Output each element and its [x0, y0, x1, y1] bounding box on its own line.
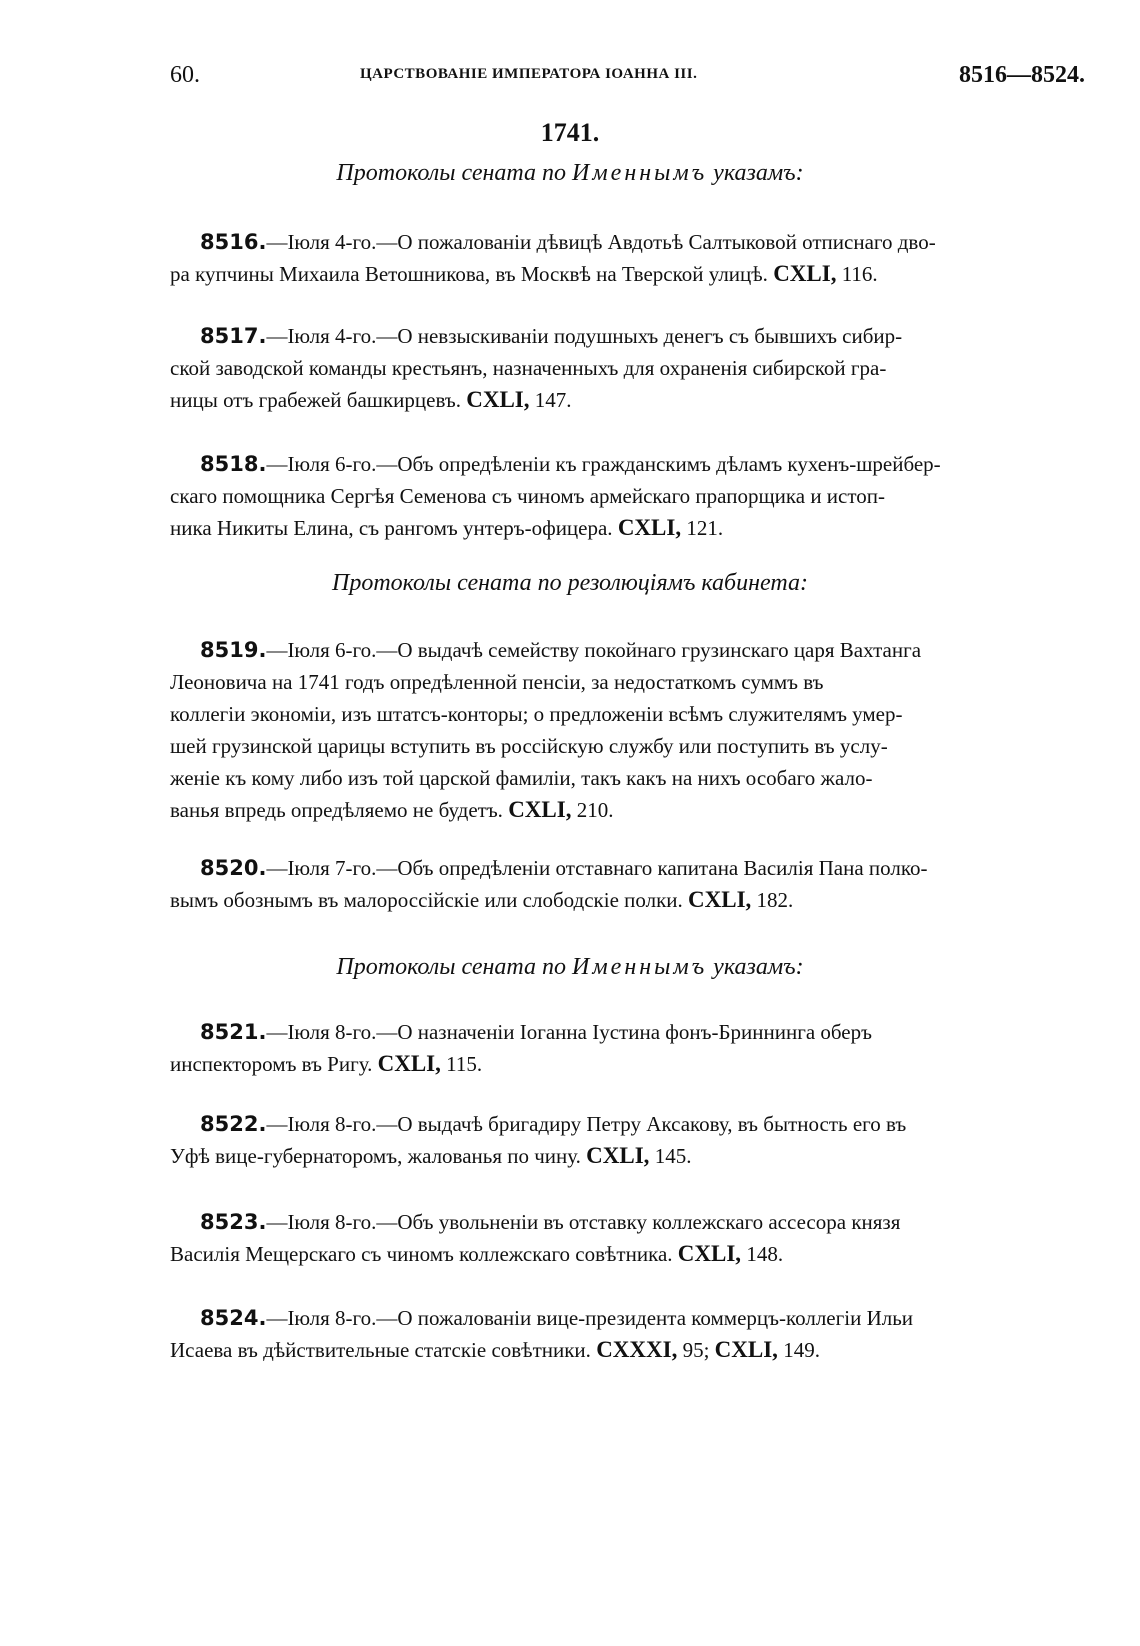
entry-text: —Іюля 4-го.—О пожалованіи дѣвицѣ Авдотьѣ Салтыковой отписнаго дво- — [266, 230, 936, 254]
entry-text: —Іюля 7-го.—Объ опредѣленіи отставнаго капитана Василія Пана полко- — [266, 856, 928, 880]
source-page: 145. — [649, 1144, 692, 1168]
source-page-2: 149. — [777, 1338, 820, 1362]
entry-number: 8516. — [200, 230, 267, 254]
entry-line — [170, 226, 1085, 258]
entry-line — [170, 1108, 1085, 1140]
entry-line — [170, 1334, 1085, 1366]
running-title: ЦАРСТВОВАНІЕ ИМПЕРАТОРА ІОАННА III. — [360, 66, 698, 82]
entry-text: Уфѣ вице-губернаторомъ, жалованья по чину. — [170, 1144, 581, 1168]
source-page: 116. — [836, 262, 878, 286]
entry-8518 — [170, 448, 1085, 544]
entry-line — [170, 352, 1085, 384]
source-page: 182. — [751, 888, 794, 912]
entry-text: —Іюля 8-го.—Объ увольненіи въ отставку коллежскаго ассесора князя — [266, 1210, 901, 1234]
section-heading-text: указамъ: — [707, 954, 804, 980]
source-page: 121. — [681, 516, 724, 540]
section-heading-emphasis: Именнымъ — [572, 160, 708, 186]
entry-line — [170, 1238, 1085, 1270]
source-volume-2: CXLI, — [714, 1337, 778, 1362]
source-page: 210. — [571, 798, 614, 822]
entry-line — [170, 884, 1085, 916]
entry-8520 — [170, 852, 1085, 916]
entry-line — [170, 698, 1085, 730]
entry-text: ра купчины Михаила Ветошникова, въ Москвѣ на Тверской улицѣ. — [170, 262, 768, 286]
entry-text: Исаева въ дѣйствительные статскіе совѣтники. — [170, 1338, 591, 1362]
entry-text: женіе къ кому либо изъ той царской фамиліи, такъ какъ на нихъ особаго жало- — [170, 766, 873, 790]
entry-line — [170, 666, 1085, 698]
section-heading-nominal-decrees-2 — [0, 954, 1140, 981]
source-volume: CXLI, — [688, 887, 752, 912]
entry-line — [170, 1206, 1085, 1238]
entry-text: Леоновича на 1741 годъ опредѣленной пенсіи, за недостаткомъ суммъ въ — [170, 670, 824, 694]
entry-line — [170, 762, 1085, 794]
entry-number: 8521. — [200, 1020, 267, 1044]
entry-text: ванья впредь опредѣляемо не будетъ. — [170, 798, 503, 822]
entry-text: инспекторомъ въ Ригу. — [170, 1052, 373, 1076]
entry-line — [170, 794, 1085, 826]
entry-8522 — [170, 1108, 1085, 1172]
entry-line — [170, 320, 1085, 352]
page-number: 60. — [170, 62, 200, 88]
entry-text: коллегіи экономіи, изъ штатсъ-конторы; о предложеніи всѣмъ служителямъ умер- — [170, 702, 903, 726]
source-page: 115. — [440, 1052, 483, 1076]
entry-number: 8522. — [200, 1112, 267, 1136]
entry-number: 8517. — [200, 324, 267, 348]
entry-line — [170, 384, 1085, 416]
source-page: 148. — [741, 1242, 784, 1266]
entry-line — [170, 1140, 1085, 1172]
entry-text: ника Никиты Елина, съ рангомъ унтеръ-офицера. — [170, 516, 613, 540]
entry-text: —Іюля 4-го.—О невзыскиваніи подушныхъ денегъ съ бывшихъ сибир- — [266, 324, 903, 348]
source-volume: CXLI, — [508, 797, 572, 822]
entry-line — [170, 448, 1085, 480]
entry-8524 — [170, 1302, 1085, 1366]
entry-text: —Іюля 8-го.—О выдачѣ бригадиру Петру Аксакову, въ бытность его въ — [266, 1112, 907, 1136]
entry-text: вымъ обознымъ въ малороссійскіе или слободскіе полки. — [170, 888, 683, 912]
entry-text: Василія Мещерскаго съ чиномъ коллежскаго совѣтника. — [170, 1242, 673, 1266]
section-heading-emphasis: Именнымъ — [572, 954, 708, 980]
entry-number: 8519. — [200, 638, 267, 662]
entry-number: 8518. — [200, 452, 267, 476]
entry-number: 8524. — [200, 1306, 267, 1330]
entry-8523 — [170, 1206, 1085, 1270]
source-page: 95; — [677, 1338, 710, 1362]
entry-line — [170, 1016, 1085, 1048]
entry-line — [170, 1302, 1085, 1334]
entry-text: ницы отъ грабежей башкирцевъ. — [170, 388, 461, 412]
entry-line — [170, 480, 1085, 512]
entry-8521 — [170, 1016, 1085, 1080]
section-heading-text: Протоколы сената по — [336, 954, 573, 980]
entry-8517 — [170, 320, 1085, 416]
source-page: 147. — [529, 388, 572, 412]
source-volume: CXLI, — [586, 1143, 650, 1168]
running-header — [170, 62, 1085, 92]
entry-line — [170, 634, 1085, 666]
year-heading: 1741. — [540, 118, 600, 147]
entry-range: 8516—8524. — [959, 62, 1085, 88]
entry-number: 8520. — [200, 856, 267, 880]
entry-line — [170, 258, 1085, 290]
entry-number: 8523. — [200, 1210, 267, 1234]
entry-text: шей грузинской царицы вступить въ россійскую службу или поступить въ услу- — [170, 734, 888, 758]
entry-text: —Іюля 8-го.—О назначеніи Іоганна Іустина фонъ-Бриннинга оберъ — [266, 1020, 872, 1044]
entry-text: —Іюля 6-го.—Объ опредѣленіи къ гражданскимъ дѣламъ кухенъ-шрейбер- — [266, 452, 941, 476]
section-heading-nominal-decrees — [0, 160, 1140, 187]
entry-8516 — [170, 226, 1085, 290]
entry-text: скаго помощника Сергѣя Семенова съ чиномъ армейскаго прапорщика и истоп- — [170, 484, 885, 508]
section-heading-text: Протоколы сената по — [336, 160, 573, 186]
entry-line — [170, 1048, 1085, 1080]
source-volume: CXXXI, — [596, 1337, 678, 1362]
section-heading-cabinet-resolutions — [0, 570, 1140, 597]
entry-8519 — [170, 634, 1085, 826]
source-volume: CXLI, — [617, 515, 682, 540]
entry-text: —Іюля 8-го.—О пожалованіи вице-президента коммерцъ-коллегіи Ильи — [266, 1306, 914, 1330]
section-heading-text: указамъ: — [707, 160, 804, 186]
source-volume: CXLI, — [377, 1051, 441, 1076]
entry-text: ской заводской команды крестьянъ, назначенныхъ для охраненія сибирской гра- — [170, 356, 887, 380]
section-heading-text: Протоколы сената по резолюціямъ кабинета: — [332, 570, 808, 596]
entry-line — [170, 852, 1085, 884]
source-volume: CXLI, — [677, 1241, 742, 1266]
entry-line — [170, 730, 1085, 762]
source-volume: CXLI, — [466, 387, 530, 412]
source-volume: CXLI, — [773, 261, 837, 286]
entry-line — [170, 512, 1085, 544]
entry-text: —Іюля 6-го.—О выдачѣ семейству покойнаго грузинскаго царя Вахтанга — [266, 638, 922, 662]
